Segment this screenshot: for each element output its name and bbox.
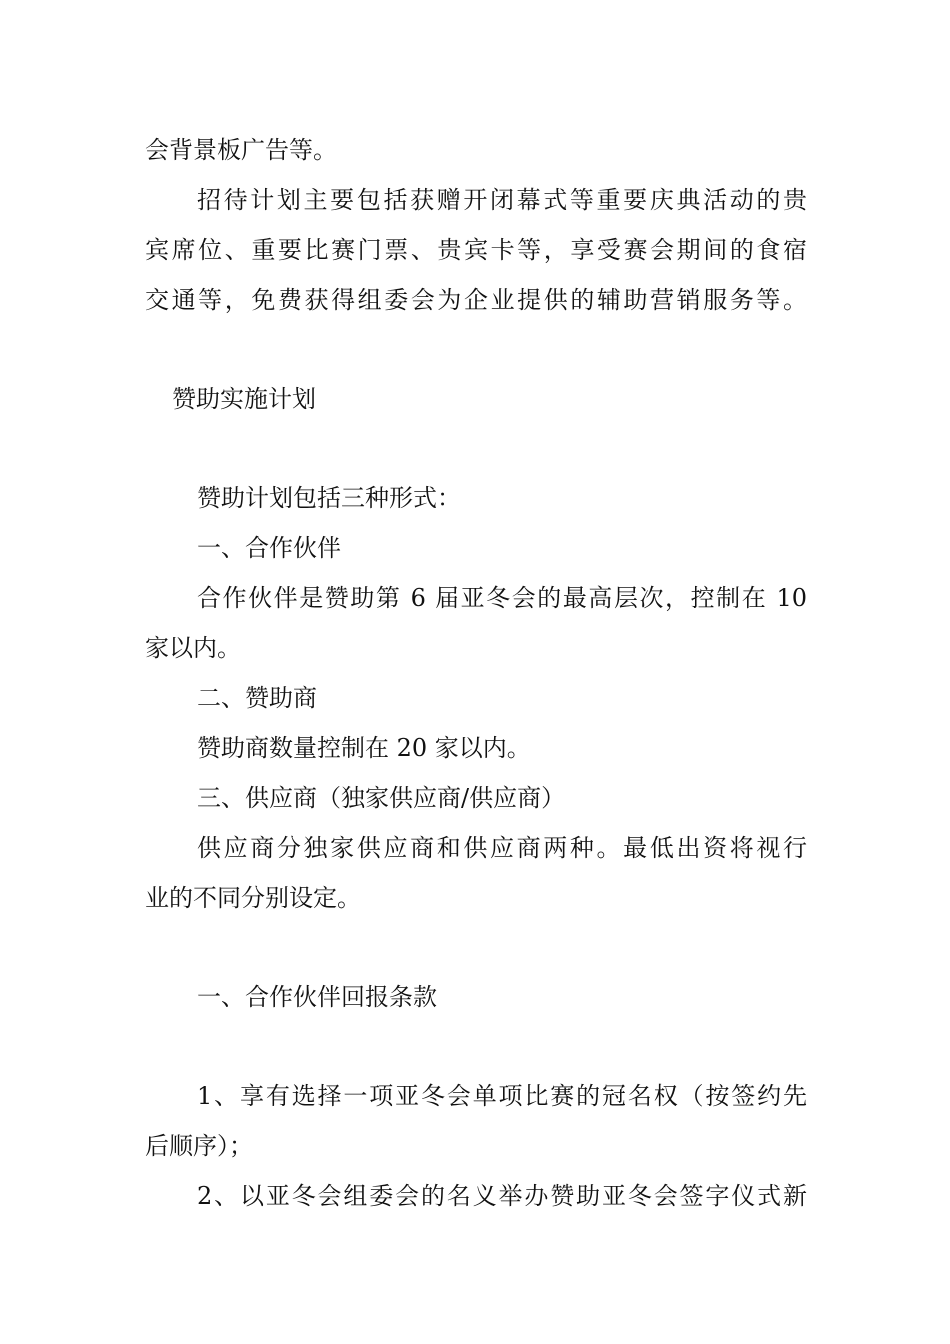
paragraph-line: 家以内。 [145, 634, 241, 662]
paragraph-line: 交通等，免费获得组委会为企业提供的辅助营销服务等。 [145, 286, 807, 314]
paragraph-line: 宾席位、重要比赛门票、贵宾卡等，享受赛会期间的食宿 [145, 236, 807, 264]
paragraph-line: 合作伙伴是赞助第 6 届亚冬会的最高层次，控制在 10 [197, 584, 807, 612]
list-heading: 二、赞助商 [197, 684, 317, 712]
paragraph-line: 业的不同分别设定。 [145, 884, 361, 912]
paragraph-line: 招待计划主要包括获赠开闭幕式等重要庆典活动的贵 [197, 186, 807, 214]
paragraph-line: 后顺序）； [145, 1132, 253, 1160]
paragraph-line: 赞助计划包括三种形式： [197, 484, 461, 512]
paragraph-line: 赞助商数量控制在 20 家以内。 [197, 734, 531, 762]
list-heading: 一、合作伙伴 [197, 534, 341, 562]
paragraph-line: 1、享有选择一项亚冬会单项比赛的冠名权（按签约先 [197, 1082, 807, 1110]
paragraph-line: 会背景板广告等。 [145, 136, 337, 164]
list-heading: 三、供应商（独家供应商/供应商） [197, 784, 566, 812]
section-heading: 赞助实施计划 [172, 385, 316, 413]
paragraph-line: 2、以亚冬会组委会的名义举办赞助亚冬会签字仪式新 [197, 1182, 807, 1210]
paragraph-line: 供应商分独家供应商和供应商两种。最低出资将视行 [197, 834, 807, 862]
section-heading: 一、合作伙伴回报条款 [197, 983, 437, 1011]
